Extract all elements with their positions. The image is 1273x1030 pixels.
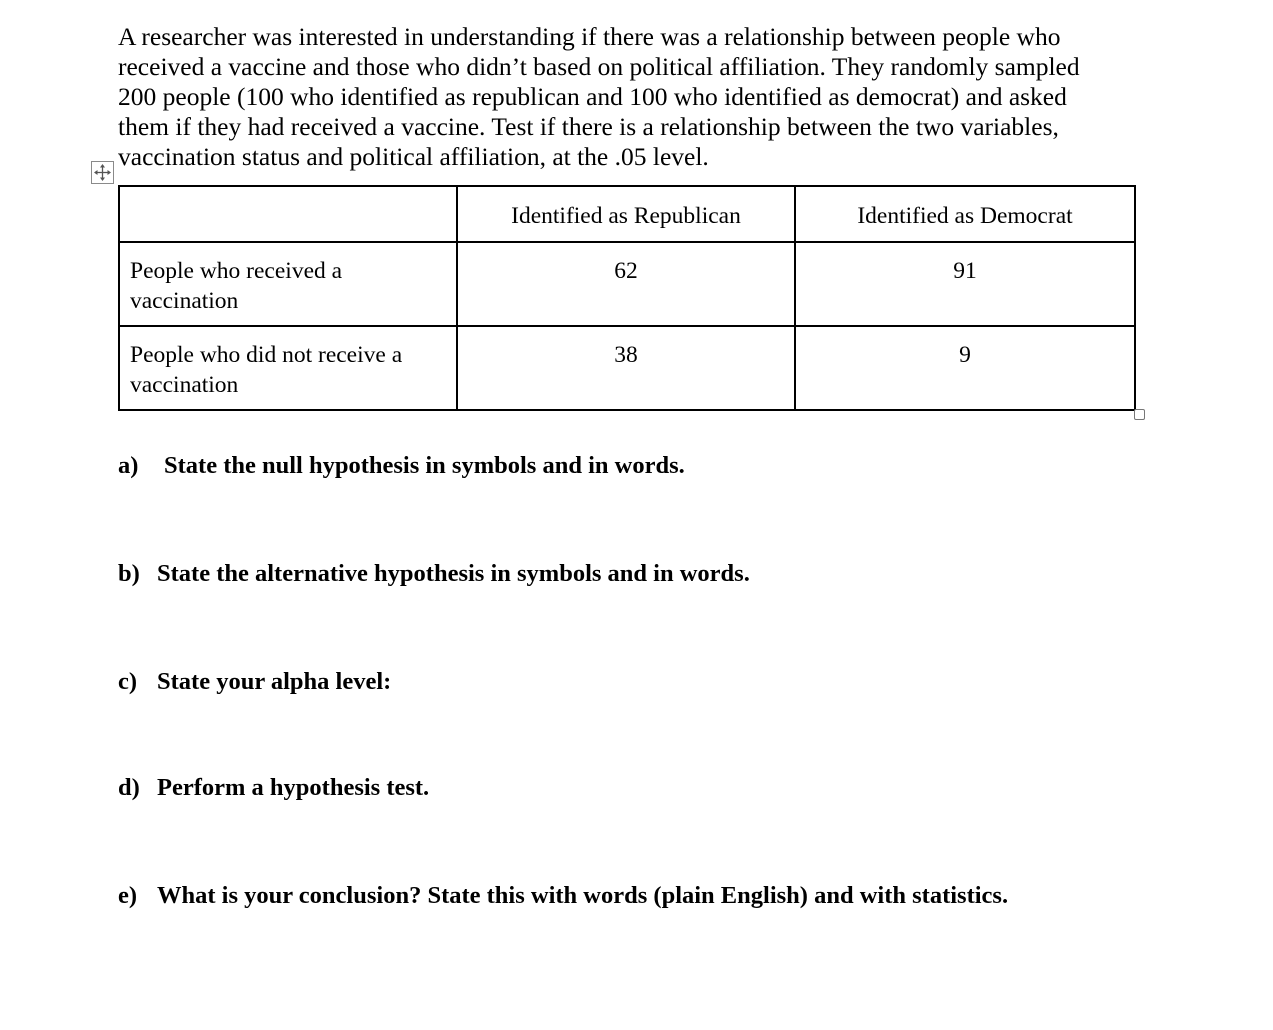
value-cell[interactable] [457, 326, 795, 410]
problem-line: A researcher was interested in understanding if there was a relationship between people who [118, 22, 1061, 51]
move-arrows-icon[interactable] [91, 161, 114, 184]
row-label-cell[interactable] [119, 326, 457, 410]
table-corner-cell[interactable] [119, 186, 457, 242]
contingency-table [118, 185, 1136, 411]
table-header-row [119, 186, 1135, 242]
cell-value: 91 [953, 258, 977, 284]
row-label: People who did not receive a vaccination [130, 342, 403, 398]
question-letter: e) [118, 882, 138, 909]
question-text: State the alternative hypothesis in symbols and in words. [157, 560, 750, 587]
column-header-democrat[interactable] [795, 186, 1135, 242]
question-letter: c) [118, 668, 138, 695]
cell-value: 9 [959, 342, 971, 368]
value-cell[interactable] [457, 242, 795, 326]
question-letter: a) [118, 452, 139, 479]
row-label: People who received a vaccination [130, 258, 343, 314]
problem-line: them if they had received a vaccine. Test if there is a relationship between the two variables, [118, 112, 1059, 141]
question-b [118, 559, 750, 589]
column-header-text: Identified as Democrat [857, 203, 1073, 229]
problem-statement [118, 22, 1128, 172]
question-letter: b) [118, 560, 140, 587]
question-text: State the null hypothesis in symbols and in words. [164, 452, 685, 479]
column-header-republican[interactable] [457, 186, 795, 242]
row-label-cell[interactable] [119, 242, 457, 326]
question-c [118, 667, 391, 697]
table-row [119, 326, 1135, 410]
problem-line: received a vaccine and those who didn’t based on political affiliation. They randomly sampled [118, 52, 1080, 81]
value-cell[interactable] [795, 242, 1135, 326]
question-e [118, 881, 1008, 911]
question-a [118, 451, 685, 481]
question-text: What is your conclusion? State this with words (plain English) and with statistics. [157, 882, 1009, 909]
move-arrows-glyph [92, 162, 113, 183]
column-header-text: Identified as Republican [511, 203, 741, 229]
value-cell[interactable] [795, 326, 1135, 410]
cell-value: 38 [614, 342, 638, 368]
question-text: State your alpha level: [157, 668, 392, 695]
question-d [118, 773, 429, 803]
cell-value: 62 [614, 258, 638, 284]
question-text: Perform a hypothesis test. [157, 774, 430, 801]
corner-text [120, 187, 456, 202]
problem-line: 200 people (100 who identified as republican and 100 who identified as democrat) and asked [118, 82, 1067, 111]
question-letter: d) [118, 774, 140, 801]
resize-handle-icon[interactable] [1134, 409, 1145, 420]
table-row [119, 242, 1135, 326]
problem-line: vaccination status and political affiliation, at the .05 level. [118, 142, 709, 171]
